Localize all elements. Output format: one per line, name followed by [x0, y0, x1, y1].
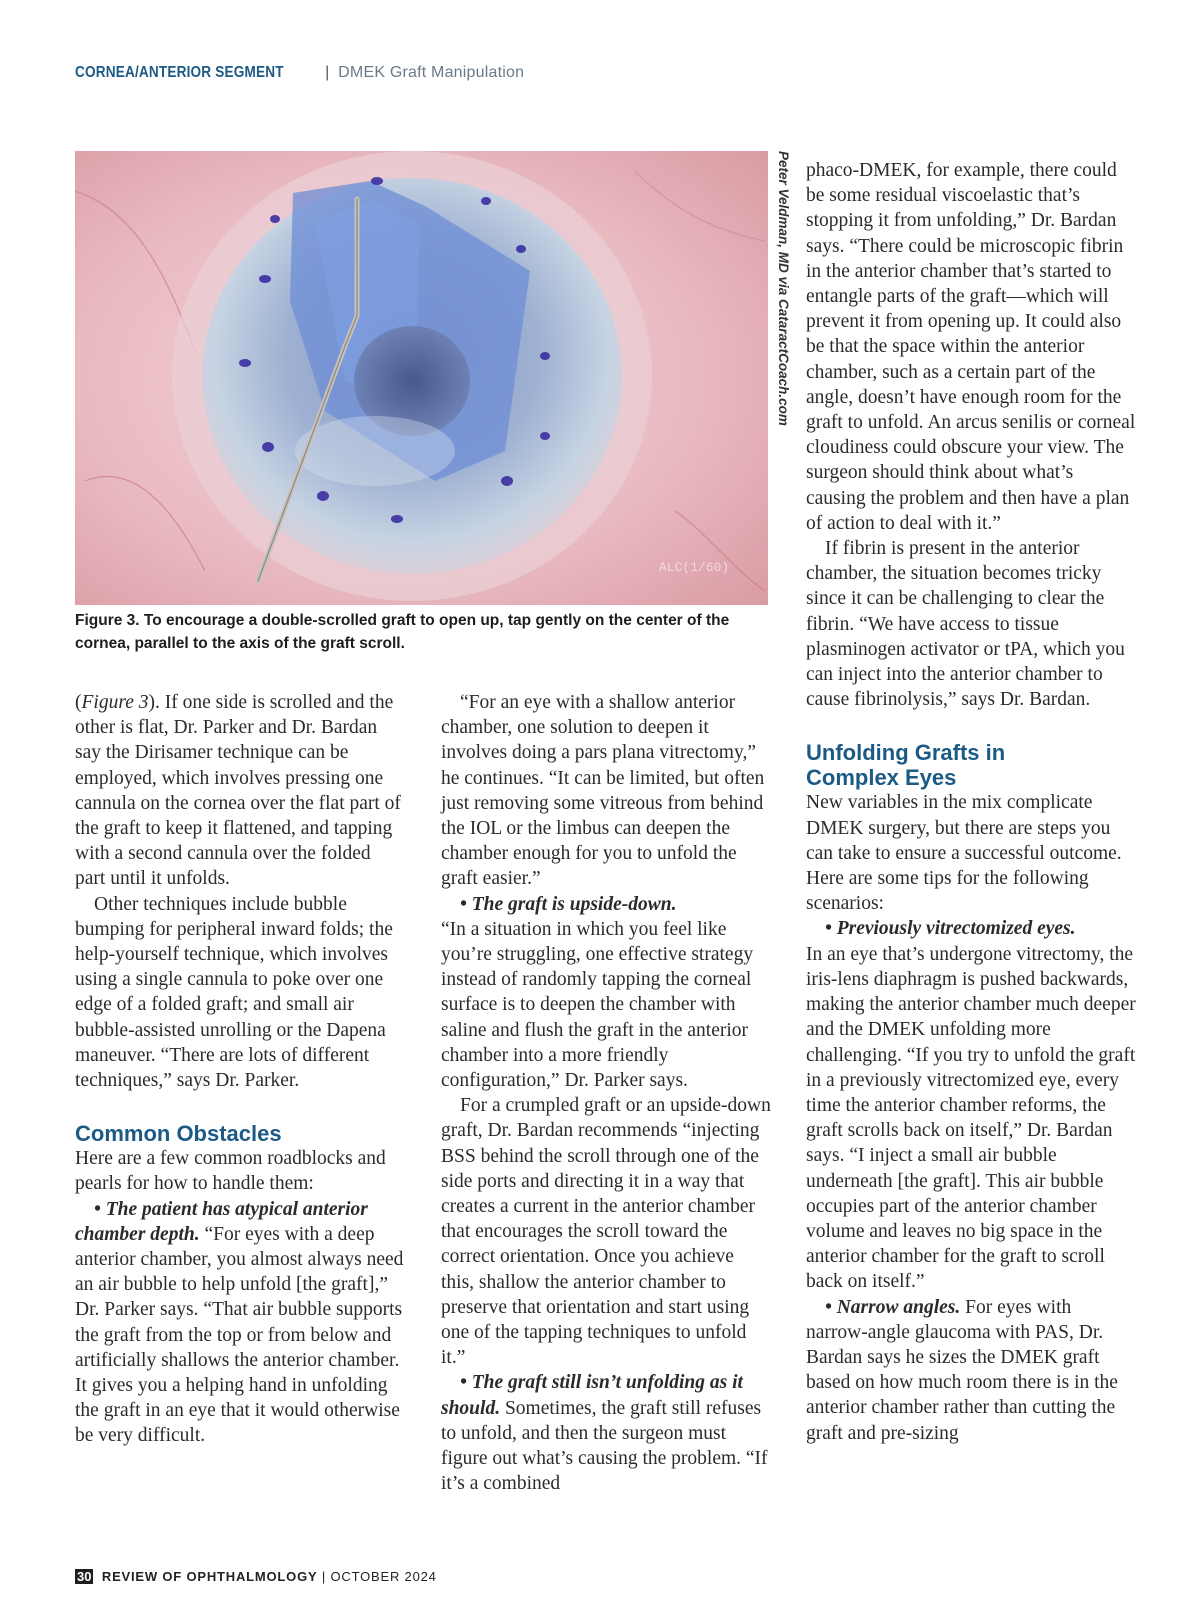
header-separator: |: [325, 64, 330, 81]
running-header: [75, 64, 524, 82]
col2-paragraph-2: “In a situation in which you feel like you’re struggling, one effective strategy instead of randomly tapping the corneal surface is to deepen the chamber with saline and flush the graft in the anterior chamber into a more friendly configuration,” Dr. Parker says.: [441, 918, 754, 1092]
camera-overlay-text: ALC(1/60): [659, 560, 730, 575]
heading-common-obstacles: Common Obstacles: [75, 1121, 282, 1147]
photo-credit-text: Peter Veldman, MD via CataractCoach.com: [776, 151, 791, 426]
figure-3-image: [75, 151, 768, 605]
col3-paragraph-4: In an eye that’s undergone vitrectomy, the iris-lens diaphragm is pushed backwards, making the anterior chamber much deeper and the DMEK unfolding more challenging. “If you try to unfold the graft in a previously vitrectomized eye, every time the anterior chamber reforms, the graft scrolls back on itself,” Dr. Bardan says. “I inject a small air bubble underneath [the graft]. This air bubble occupies part of the anterior chamber volume and leaves no big space in the anterior chamber for the graft to scroll back on itself.”: [806, 943, 1136, 1293]
col3-paragraph-5: • Narrow angles. For eyes with narrow-angle glaucoma with PAS, Dr. Bardan says he sizes the DMEK graft based on how much room there is in the anterior chamber rather than cutting the graft and pre-sizing: [806, 1296, 1118, 1444]
footer-separator: |: [321, 1569, 327, 1584]
figure-reference: Figure 3: [81, 692, 149, 713]
col2-paragraph-4: • The graft still isn’t unfolding as it should. Sometimes, the graft still refuses to unfold, and then the surgeon must figure out what’s causing the problem. “If it’s a combined: [441, 1372, 768, 1495]
figure-caption: Figure 3. To encourage a double-scrolled graft to open up, tap gently on the center of the cornea, parallel to the axis of the graft scroll.: [75, 612, 730, 652]
col2-paragraph-3: For a crumpled graft or an upside-down graft, Dr. Bardan recommends “injecting BSS behind the scroll through one of the side ports and directing it in a way that creates a current in the anterior chamber that encourages the scroll toward the correct orientation. Once you achieve this, shallow the anterior chamber to preserve that orientation and start using one of the tapping techniques to unfold it.”: [441, 1095, 771, 1369]
subhead-atypical-depth: • The patient has atypical anterior chamber depth.: [75, 1198, 368, 1245]
page-footer: [75, 1569, 437, 1584]
column-3: [806, 158, 1136, 1446]
col2-paragraph-1: “For an eye with a shallow anterior chamber, one solution to deepen it involves doing a pars plana vitrectomy,” he continues. “It can be limited, but often just removing some vitreous from behind the IOL or the limbus can deepen the chamber enough for you to unfold the graft easier.”: [441, 692, 765, 890]
col1-paragraph-4: • The patient has atypical anterior chamber depth. “For eyes with a deep anterior chamber, you almost always need an air bubble to help unfold [the graft],” Dr. Parker says. “That air bubble supports the graft from the top or from below and artificially shallows the anterior chamber. It gives you a helping hand in unfolding the graft in an eye that it would otherwise be very difficult.: [75, 1198, 404, 1447]
photo-credit: [776, 151, 798, 605]
col3-paragraph-2: If fibrin is present in the anterior chamber, the situation becomes tricky since it can be challenging to clear the fibrin. “We have access to tissue plasminogen activator or tPA, which you can inject into the anterior chamber to cause fibrinolysis,” says Dr. Bardan.: [806, 538, 1125, 711]
column-1: [75, 690, 405, 1449]
publication-name: REVIEW OF OPHTHALMOLOGY: [101, 1569, 318, 1584]
col3-paragraph-3: New variables in the mix complicate DMEK surgery, but there are steps you can take to ensure a successful outcome. Here are some tips for the following scenarios:: [806, 792, 1122, 915]
heading-complex-eyes: Unfolding Grafts in Complex Eyes: [806, 740, 1006, 791]
col1-paragraph-3: Here are a few common roadblocks and pearls for how to handle them:: [75, 1148, 386, 1195]
page-number: 30: [77, 1569, 92, 1584]
col3-subhead-vitrectomized: • Previously vitrectomized eyes.: [825, 918, 1076, 940]
col3-paragraph-1: phaco-DMEK, for example, there could be some residual viscoelastic that’s stopping it from unfolding,” Dr. Bardan says. “There could be microscopic fibrin in the anterior chamber that’s started to entangle parts of the graft—which will prevent it from opening up. It could also be that the space within the anterior chamber, such as a certain part of the angle, doesn’t have enough room for the graft to unfold. An arcus senilis or corneal cloudiness could obscure your view. The surgeon should think about what’s causing the problem and then have a plan of action to deal with it.”: [806, 160, 1136, 534]
col1-paragraph-1: (Figure 3). If one side is scrolled and the other is flat, Dr. Parker and Dr. Bardan say the Dirisamer technique can be employed, which involves pressing one cannula on the cornea over the flat part of the graft to keep it flattened, and tapping with a second cannula over the folded part until it unfolds.: [75, 692, 401, 890]
subhead-not-unfolding: • The graft still isn’t unfolding as it should.: [441, 1372, 743, 1419]
issue-date: OCTOBER 2024: [330, 1569, 437, 1584]
column-2: [441, 690, 771, 1497]
col2-subhead-upside-down: • The graft is upside-down.: [460, 893, 677, 915]
col1-paragraph-2: Other techniques include bubble bumping for peripheral inward folds; the help-yourself technique, which involves using a single cannula to poke over one edge of a folded graft; and small air bubble-assisted unrolling or the Dapena maneuver. “There are lots of different techniques,” says Dr. Parker.: [75, 893, 393, 1092]
topic-label: DMEK Graft Manipulation: [338, 64, 525, 81]
section-label: CORNEA/ANTERIOR SEGMENT: [75, 64, 284, 81]
subhead-narrow-angles: • Narrow angles.: [825, 1296, 961, 1318]
